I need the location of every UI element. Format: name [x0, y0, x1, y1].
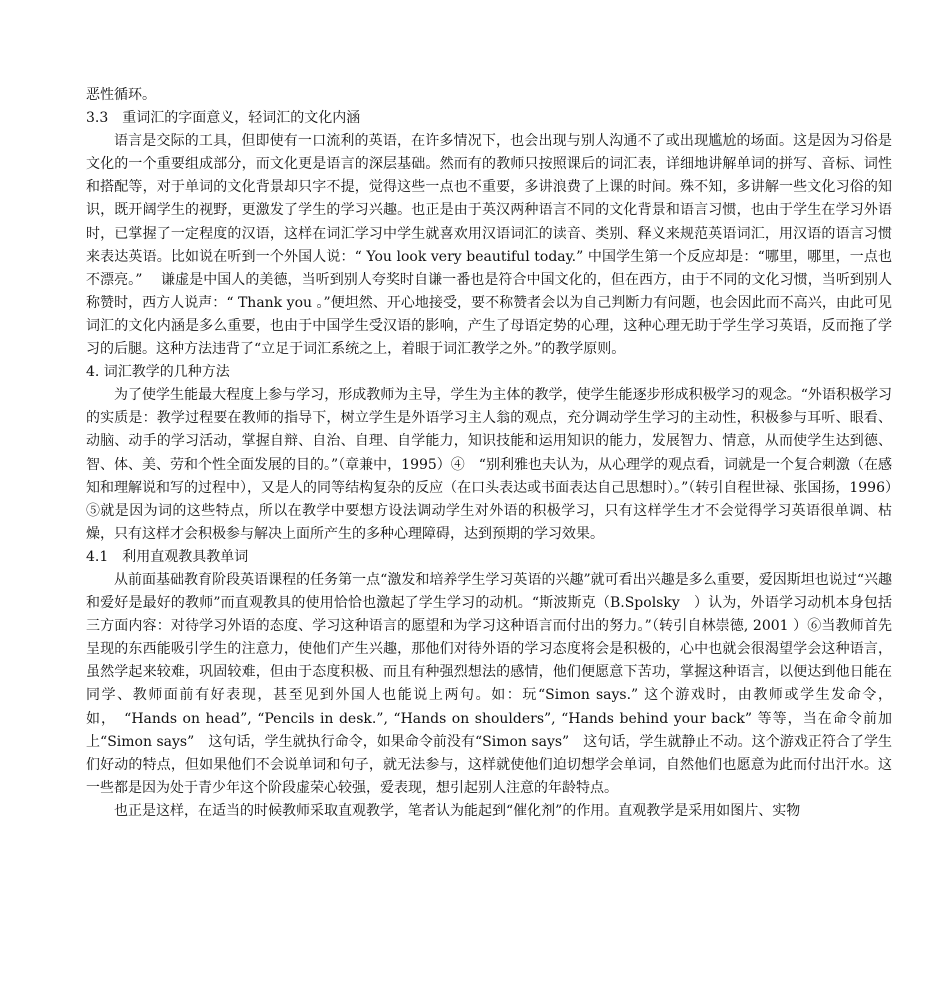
- section-heading-4: 4. 词汇教学的几种方法: [86, 364, 230, 381]
- section-heading-3-3: 3.3 重词汇的字面意义，轻词汇的文化内涵: [86, 110, 361, 127]
- text-line: 恶性循环。: [86, 87, 156, 103]
- paragraph: 语言是交际的工具，但即使有一口流利的英语，在许多情况下，也会出现与别人沟通不了或出现尴尬的场面。这是因为习俗是文化的一个重要组成部分，而文化更是语言的深层基础。然而有的教师只按照课后的词汇表，详细地讲解单词的拼写、音标、词性和搭配等，对于单词的文化背景却只字不提，觉得这些一点也不重要，多讲浪费了上课的时间。殊不知，多讲解一些文化习俗的知识，既开阔学生的视野，更激发了学生的学习兴趣。也正是由于英汉两种语言不同的文化背景和语言习惯，也由于学生在学习外语时，已掌握了一定程度的汉语，这样在词汇学习中学生就喜欢用汉语词汇的读音、类别、释义来规范英语词汇，用汉语的语言习惯来表达英语。比如说在听到一个外国人说：“ You look very beautiful today.” 中国学生第一个反应却是：“哪里，哪里，一点也不漂亮。” 谦虚是中国人的美德，当听到别人夸奖时自谦一番也是符合中国文化的，但在西方，由于不同的文化习惯，当听到别人称赞时，西方人说声：“ Thank you 。”便坦然、开心地接受，要不称赞者会以为自己判断力有问题，也会因此而不高兴，由此可见词汇的文化内涵是多么重要，也由于中国学生受汉语的影响，产生了母语定势的心理，这种心理无助于学生学习英语，反而拖了学习的后腿。这种方法违背了“立足于词汇系统之上，着眼于词汇教学之外。”的教学原则。: [86, 133, 892, 358]
- paragraph: 从前面基础教育阶段英语课程的任务第一点“激发和培养学生学习英语的兴趣”就可看出兴趣是多么重要，爱因斯坦也说过“兴趣和爱好是最好的教师”而直观教具的使用恰恰也激起了学生学习的动机。“斯波斯克（B.Spolsky ）认为，外语学习动机本身包括三方面内容：对待学习外语的态度、学习这种语言的愿望和为学习这种语言而付出的努力。”（转引自林崇德, 2001 ）⑥当教师首先呈现的东西能吸引学生的注意力，使他们产生兴趣，那他们对待外语的学习态度将会是积极的，心中也就会很渴望学会这种语言，虽然学起来较难，巩固较难，但由于态度积极、而且有种强烈想法的感情，他们便愿意下苦功，掌握这种语言，以便达到他日能在同学、教师面前有好表现，甚至见到外国人也能说上两句。如：玩“Simon says.” 这个游戏时，由教师或学生发命令，如， “Hands on head”, “Pencils in desk.”, “Hands on shoulders”, “Hands behind your back” 等等，当在命令前加上“Simon says” 这句话，学生就执行命令，如果命令前没有“Simon says” 这句话，学生就静止不动。这个游戏正符合了学生们好动的特点，但如果他们不会说单词和句子，就无法参与，这样就使他们迫切想学会单词，自然他们也愿意为此而付出汗水。这一些都是因为处于青少年这个阶段虚荣心较强，爱表现，想引起别人注意的年龄特点。: [86, 571, 892, 796]
- document-page: [86, 84, 892, 823]
- paragraph: 也正是这样，在适当的时候教师采取直观教学，笔者认为能起到“催化剂”的作用。直观教学是采用如图片、实物: [114, 802, 801, 819]
- paragraph: 为了使学生能最大程度上参与学习，形成教师为主导，学生为主体的教学，使学生能逐步形成积极学习的观念。“外语积极学习的实质是：教学过程要在教师的指导下，树立学生是外语学习主人翁的观点，充分调动学生学习的主动性，积极参与耳听、眼看、动脑、动手的学习活动，掌握自辩、自治、自理、自学能力，知识技能和运用知识的能力，发展智力、情意，从而使学生达到德、智、体、美、劳和个性全面发展的目的。”（章兼中，1995）④ “别利雅也夫认为，从心理学的观点看，词就是一个复合刺激（在感知和理解说和写的过程中），又是人的同等结构复杂的反应（在口头表达或书面表达自己思想时）。”（转引自程世禄、张国扬，1996）⑤就是因为词的这些特点，所以在教学中要想方设法调动学生对外语的积极学习，只有这样学生才不会觉得学习英语很单调、枯燥，只有这样才会积极参与解决上面所产生的多种心理障碍，达到预期的学习效果。: [86, 387, 892, 542]
- section-heading-4-1: 4.1 利用直观教具教单词: [86, 548, 249, 565]
